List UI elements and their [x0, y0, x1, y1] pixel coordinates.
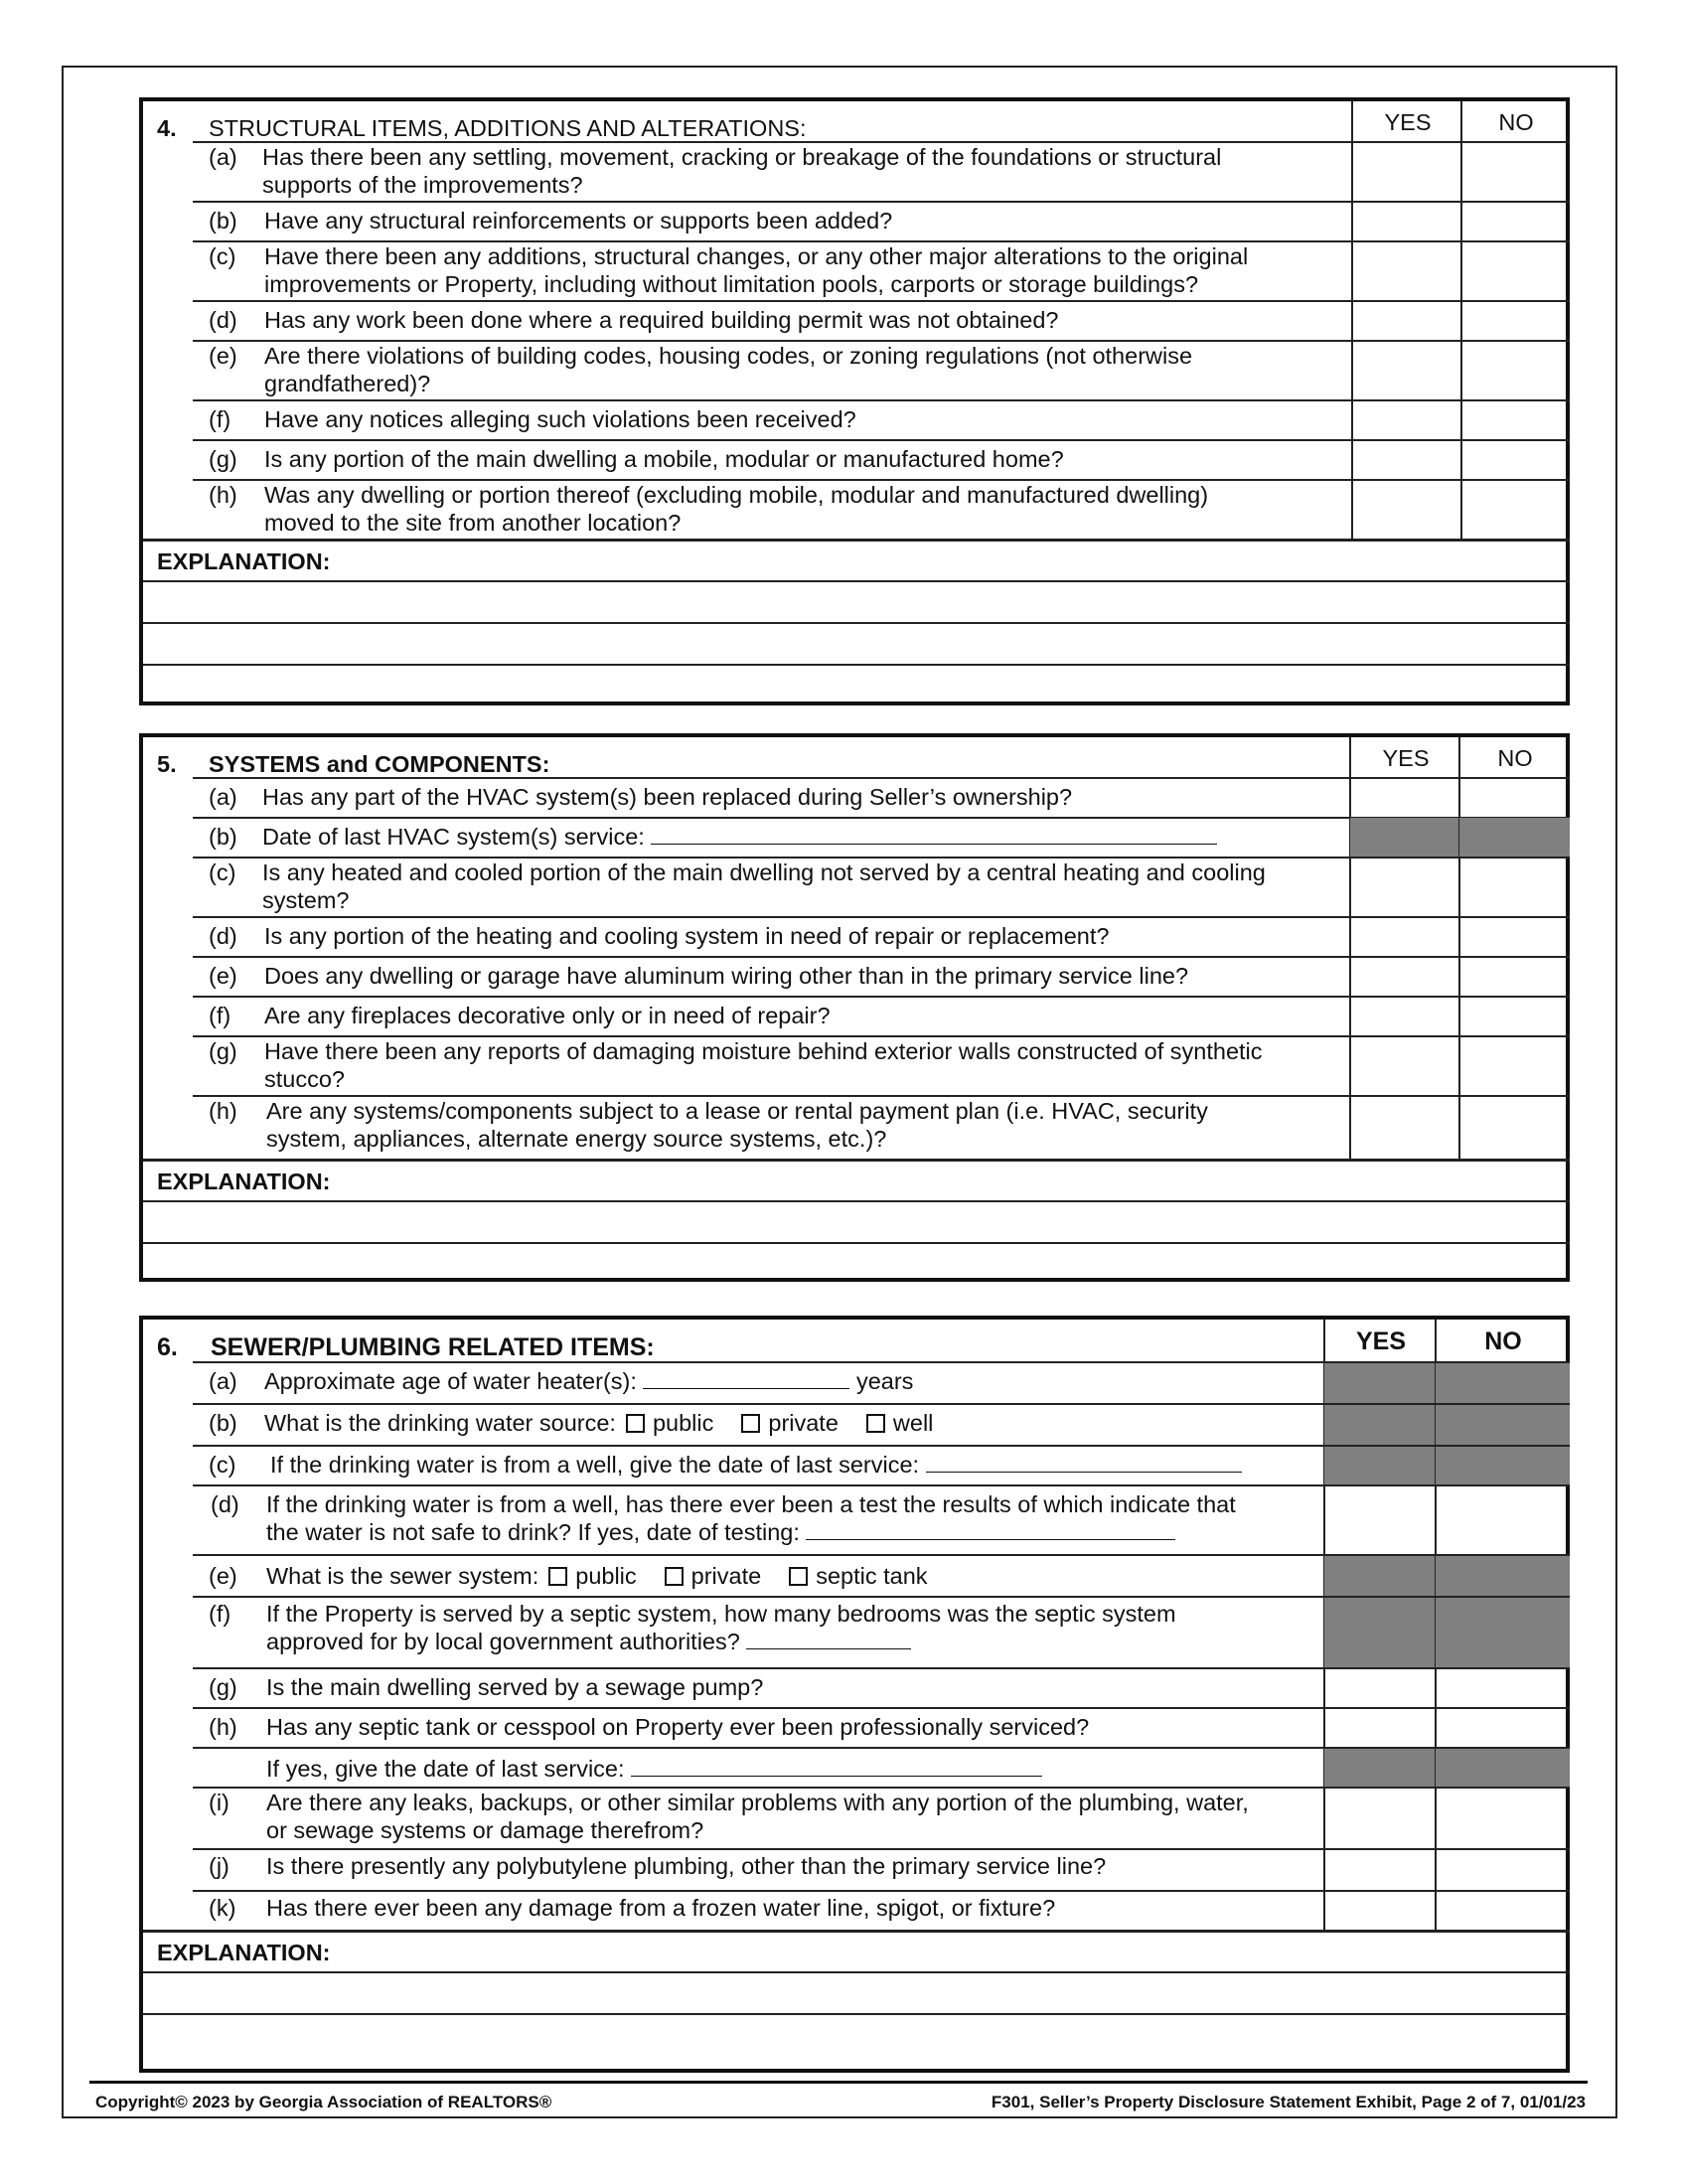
s5-a-text: Has any part of the HVAC system(s) been replaced during Seller’s ownership? — [262, 784, 1073, 810]
section-4-title: STRUCTURAL ITEMS, ADDITIONS AND ALTERATIONS: — [209, 115, 807, 141]
s4-c-letter: (c) — [209, 243, 236, 269]
s5-b-letter: (b) — [209, 824, 237, 850]
s5-g-text: Have there been any reports of damaging moisture behind exterior walls constructed of synthetic stucco? — [264, 1038, 1263, 1092]
s4-g-letter: (g) — [209, 446, 237, 472]
section-6-number: 6. — [157, 1333, 178, 1361]
section-4-no-header: NO — [1498, 109, 1534, 135]
s4-d-letter: (d) — [209, 307, 237, 333]
section-4 — [139, 97, 1570, 705]
s6-e-letter: (e) — [209, 1563, 237, 1589]
footer-form-id: F301, Seller’s Property Disclosure Statement Exhibit, Page 2 of 7, 01/01/23 — [991, 2093, 1586, 2111]
s6-k-text: Has there ever been any damage from a frozen water line, spigot, or fixture? — [266, 1895, 1056, 1921]
section-6 — [139, 1316, 1570, 2073]
s4-d-text: Has any work been done where a required building permit was not obtained? — [264, 307, 1059, 333]
footer-copyright: Copyright© 2023 by Georgia Association of REALTORS® — [95, 2093, 552, 2111]
s6-b-letter: (b) — [209, 1410, 237, 1436]
s6-h-date-field[interactable] — [631, 1756, 1042, 1777]
s4-f-letter: (f) — [209, 406, 231, 432]
section-5-no-header: NO — [1497, 745, 1533, 771]
s6-e-no-shaded — [1436, 1555, 1570, 1668]
s4-e-text: Are there violations of building codes, housing codes, or zoning regulations (not otherwise grandfathered)? — [264, 343, 1193, 396]
s6-a-text: Approximate age of water heater(s): years — [264, 1368, 914, 1394]
s6-c-date-field[interactable] — [926, 1452, 1242, 1473]
s6-i-text: Are there any leaks, backups, or other similar problems with any portion of the plumbing, water, or sewage systems or damage therefrom? — [266, 1790, 1249, 1843]
s6-f-letter: (f) — [209, 1601, 231, 1627]
s5-a-letter: (a) — [209, 784, 237, 810]
s4-a-letter: (a) — [209, 144, 237, 170]
s6-c-text: If the drinking water is from a well, give the date of last service: — [270, 1451, 1242, 1479]
s6-g-letter: (g) — [209, 1674, 237, 1700]
s5-f-letter: (f) — [209, 1003, 231, 1028]
s4-a-text: Has there been any settling, movement, cracking or breakage of the foundations or structural supports of the improvements? — [262, 144, 1222, 198]
footer-rule — [89, 2081, 1588, 2084]
s6-k-letter: (k) — [209, 1895, 236, 1921]
s6-explanation-label: EXPLANATION: — [157, 1940, 331, 1965]
s5-h-letter: (h) — [209, 1098, 237, 1124]
s6-e-septic-checkbox[interactable] — [789, 1567, 808, 1586]
s5-c-text: Is any heated and cooled portion of the main dwelling not served by a central heating and cooling system? — [262, 859, 1266, 913]
s5-explanation-label: EXPLANATION: — [157, 1169, 331, 1194]
s6-j-letter: (j) — [209, 1853, 229, 1879]
s6-f-bedrooms-field[interactable] — [746, 1629, 911, 1649]
s6-h-followup-text: If yes, give the date of last service: — [266, 1755, 1042, 1783]
s5-e-letter: (e) — [209, 963, 237, 989]
section-6-no-header: NO — [1484, 1327, 1522, 1355]
s6-g-text: Is the main dwelling served by a sewage pump? — [266, 1674, 764, 1700]
s6-e-public-checkbox[interactable] — [548, 1567, 567, 1586]
s5-c-letter: (c) — [209, 859, 236, 885]
s6-d-letter: (d) — [211, 1491, 239, 1517]
s6-h-date-yes-shaded — [1324, 1748, 1435, 1788]
s4-b-text: Have any structural reinforcements or supports been added? — [264, 208, 893, 234]
s6-b-public-checkbox[interactable] — [626, 1414, 645, 1433]
s6-i-letter: (i) — [209, 1790, 229, 1815]
s6-e-text: What is the sewer system: public private septic tank — [266, 1563, 928, 1589]
section-4-yes-header: YES — [1384, 109, 1432, 135]
section-6-title: SEWER/PLUMBING RELATED ITEMS: — [211, 1333, 655, 1361]
s5-h-text: Are any systems/components subject to a lease or rental payment plan (i.e. HVAC, security system, appliances, alternate energy source systems, etc.)? — [266, 1098, 1208, 1152]
s6-a-letter: (a) — [209, 1368, 237, 1394]
s6-h-letter: (h) — [209, 1714, 237, 1740]
s5-d-letter: (d) — [209, 923, 237, 949]
s6-a-no-shaded — [1436, 1362, 1570, 1485]
section-6-yes-header: YES — [1355, 1327, 1407, 1355]
s6-a-yes-shaded — [1324, 1362, 1435, 1485]
s6-e-yes-shaded — [1324, 1555, 1435, 1668]
s6-c-letter: (c) — [209, 1452, 236, 1478]
s6-b-well-checkbox[interactable] — [866, 1414, 885, 1433]
s6-b-text: What is the drinking water source: public private well — [264, 1410, 934, 1436]
s5-d-text: Is any portion of the heating and cooling system in need of repair or replacement? — [264, 923, 1110, 949]
s5-g-letter: (g) — [209, 1038, 237, 1064]
section-4-number: 4. — [157, 115, 177, 141]
s6-j-text: Is there presently any polybutylene plumbing, other than the primary service line? — [266, 1853, 1107, 1879]
s5-b-yes-shaded — [1350, 818, 1458, 858]
s4-f-text: Have any notices alleging such violations been received? — [264, 406, 856, 432]
section-5-number: 5. — [157, 751, 177, 777]
s4-h-text: Was any dwelling or portion thereof (excluding mobile, modular and manufactured dwelling) moved to the site from another location? — [264, 482, 1209, 536]
section-5 — [139, 733, 1570, 1282]
s5-b-text: Date of last HVAC system(s) service: — [262, 823, 1217, 851]
s6-b-private-checkbox[interactable] — [741, 1414, 760, 1433]
s4-e-letter: (e) — [209, 343, 237, 369]
s6-h-text: Has any septic tank or cesspool on Property ever been professionally serviced? — [266, 1714, 1090, 1740]
s4-explanation-label: EXPLANATION: — [157, 548, 331, 574]
s6-d-date-field[interactable] — [806, 1519, 1175, 1540]
s6-e-private-checkbox[interactable] — [665, 1567, 684, 1586]
s4-b-letter: (b) — [209, 208, 237, 234]
s4-h-letter: (h) — [209, 482, 237, 508]
section-5-yes-header: YES — [1382, 745, 1430, 771]
s6-f-text: If the Property is served by a septic system, how many bedrooms was the septic system approved for by local government authorities? — [266, 1601, 1176, 1654]
s5-f-text: Are any fireplaces decorative only or in need of repair? — [264, 1003, 831, 1028]
section-5-title: SYSTEMS and COMPONENTS: — [209, 751, 550, 777]
s5-b-date-field[interactable] — [651, 824, 1217, 845]
s5-e-text: Does any dwelling or garage have aluminum wiring other than in the primary service line? — [264, 963, 1189, 989]
s4-c-text: Have there been any additions, structural changes, or any other major alterations to the original improvements or Property, including without limitation pools, carports or storage buildings? — [264, 243, 1249, 297]
s4-g-text: Is any portion of the main dwelling a mobile, modular or manufactured home? — [264, 446, 1064, 472]
s5-b-no-shaded — [1459, 818, 1570, 858]
s6-h-date-no-shaded — [1436, 1748, 1570, 1788]
s6-d-text: If the drinking water is from a well, has there ever been a test the results of which indicate that the water is not safe to drink? If yes, date of testing: — [266, 1491, 1236, 1545]
s6-a-age-field[interactable] — [643, 1368, 849, 1389]
